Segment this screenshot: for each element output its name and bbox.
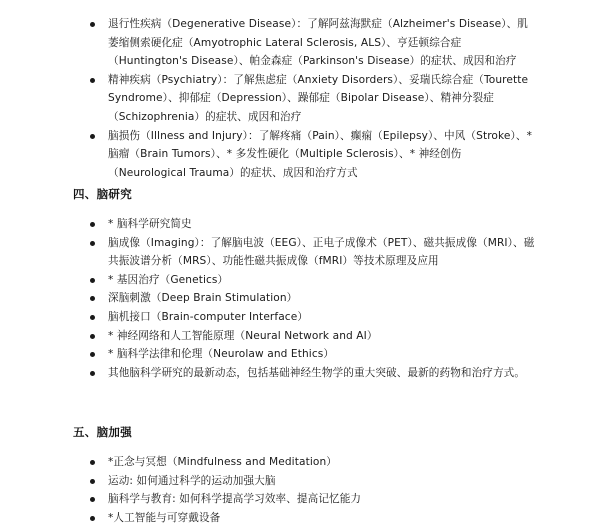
list-item: [90, 289, 535, 308]
list-item: [90, 15, 535, 71]
list-item: [90, 327, 535, 346]
list-item-text: 运动: 如何通过科学的运动加强大脑: [108, 474, 276, 487]
bullet-icon: [90, 352, 95, 357]
bullet-icon: [90, 516, 95, 521]
bullet-icon: [90, 460, 95, 465]
list-item-text: * 脑科学研究简史: [108, 218, 192, 230]
section-heading-brain-enhancement: 五、脑加强: [73, 425, 132, 439]
list-item-text: * 神经网络和人工智能原理（Neural Network and AI）: [108, 329, 378, 342]
list-item: [90, 490, 535, 509]
bullet-icon: [90, 22, 95, 27]
list-item: [90, 71, 535, 127]
bullet-icon: [90, 241, 95, 246]
list-item-text: *人工智能与可穿戴设备: [108, 511, 221, 524]
section-heading-brain-research: 四、脑研究: [73, 187, 132, 201]
list-item-text: 退行性疾病（Degenerative Disease）：了解阿兹海默症（Alzheimer's Disease）、肌萎缩侧索硬化症（Amyotrophic Lateral Sclerosis, ALS）、亨廷顿综合症（Huntington's Disease）、帕金森症（Parkinson's Disease）的症状、成因和治疗: [108, 18, 528, 68]
brain-enhancement-bullet-list: [90, 453, 535, 527]
list-item: [90, 234, 535, 271]
list-item-text: * 基因治疗（Genetics）: [108, 273, 229, 286]
list-item-text: *正念与冥想（Mindfulness and Meditation）: [108, 456, 337, 468]
list-item: [90, 472, 535, 491]
list-item-text: 脑机接口（Brain-computer Interface）: [108, 310, 309, 323]
bullet-icon: [90, 134, 95, 139]
bullet-icon: [90, 222, 95, 227]
list-item-text: 精神疾病（Psychiatry）：了解焦虑症（Anxiety Disorders）、妥瑞氏综合症（Tourette Syndrome）、抑郁症（Depression）、躁郁症（Bipolar Disease）、精神分裂症（Schizophrenia）的症状、成因和治疗: [108, 73, 529, 123]
list-item: [90, 308, 535, 327]
list-item: [90, 453, 535, 472]
bullet-icon: [90, 334, 95, 339]
bullet-icon: [90, 315, 95, 320]
list-item-text: 脑成像（Imaging）：了解脑电波（EEG）、正电子成像术（PET）、磁共振成像（MRI）、磁共振波谱分析（MRS）、功能性磁共振成像（fMRI）等技术原理及应用: [108, 236, 535, 268]
list-item: [90, 271, 535, 290]
list-item-text: 脑科学与教育: 如何科学提高学习效率、提高记忆能力: [108, 493, 362, 506]
bullet-icon: [90, 296, 95, 301]
list-item: [90, 509, 535, 527]
list-item: [90, 215, 535, 234]
list-item-text: 脑损伤（Illness and Injury）：了解疼痛（Pain）、癫痫（Epilepsy）、中风（Stroke）、* 脑瘤（Brain Tumors）、* 多发性硬化（Multiple Sclerosis）、* 神经创伤（Neurological Trauma）的症状、成因和治疗方式: [108, 129, 532, 179]
bullet-icon: [90, 78, 95, 83]
bullet-icon: [90, 371, 95, 376]
list-item-text: 其他脑科学研究的最新动态，包括基础神经生物学的重大突破、最新的药物和治疗方式。: [108, 366, 526, 379]
list-item-text: * 脑科学法律和伦理（Neurolaw and Ethics）: [108, 348, 335, 361]
list-item: [90, 364, 535, 383]
bullet-icon: [90, 278, 95, 283]
bullet-icon: [90, 497, 95, 502]
list-item-text: 深脑刺激（Deep Brain Stimulation）: [108, 292, 298, 305]
list-item: [90, 345, 535, 364]
disease-bullet-list: [90, 15, 535, 182]
list-item: [90, 127, 535, 183]
brain-research-bullet-list: [90, 215, 535, 382]
bullet-icon: [90, 479, 95, 484]
